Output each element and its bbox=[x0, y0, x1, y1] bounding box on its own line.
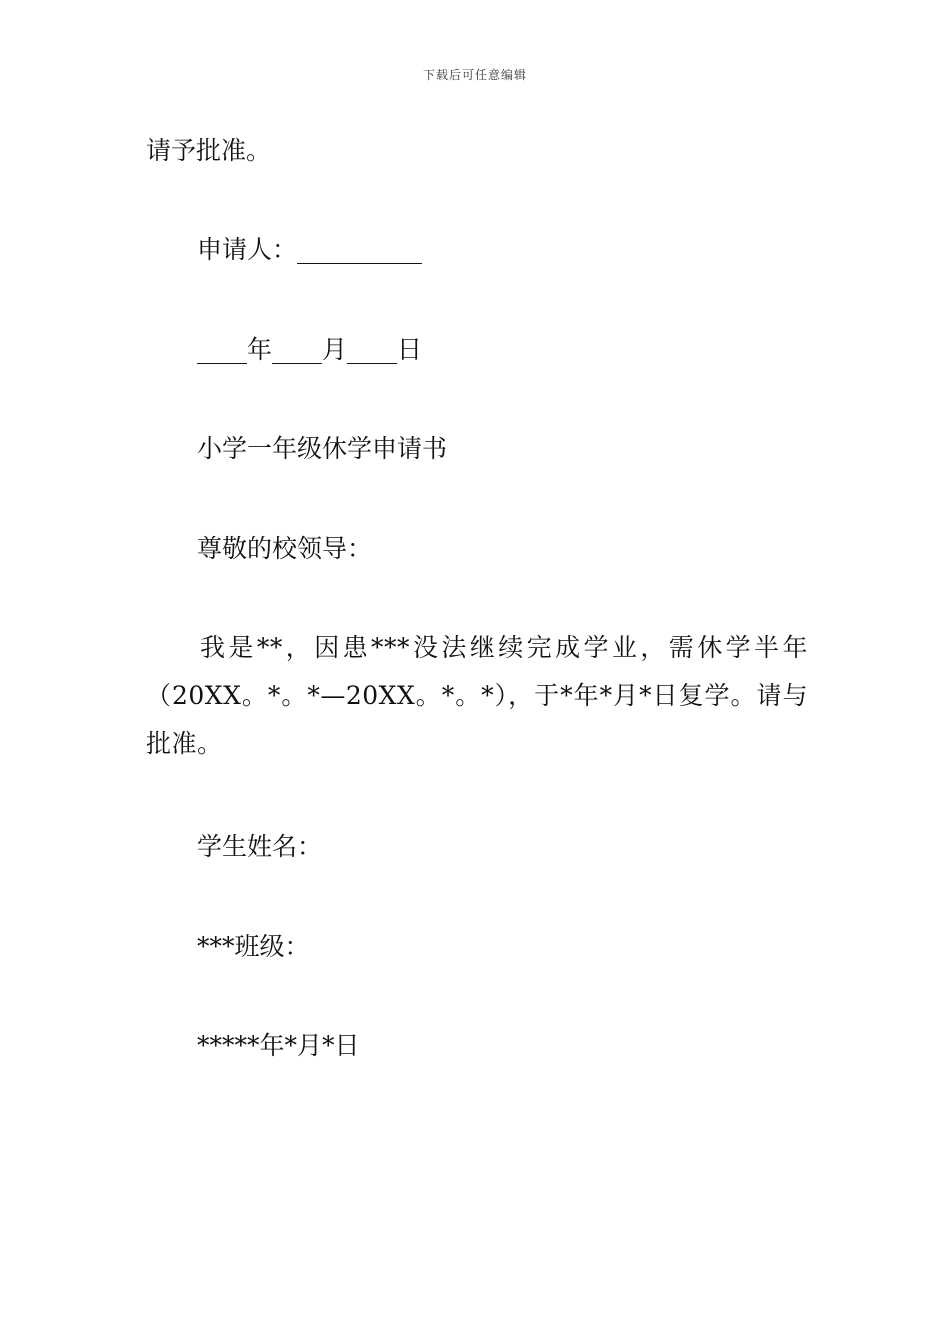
sign-date-line: *****年*月*日 bbox=[197, 1031, 360, 1060]
date-line: ____年____月____日 bbox=[197, 335, 423, 364]
student-name-line: 学生姓名： bbox=[197, 832, 323, 861]
page-header: 下载后可任意编辑 bbox=[422, 68, 527, 82]
approval-line: 请予批准。 bbox=[146, 136, 272, 165]
body-paragraph: 我是**，因患***没法继续完成学业，需休学半年（20XX。*。*—20XX。*。*），于*年*月*日复学。请与批准。 bbox=[146, 633, 808, 758]
document-title: 小学一年级休学申请书 bbox=[197, 434, 448, 463]
salutation: 尊敬的校领导： bbox=[197, 534, 373, 563]
class-line: ***班级： bbox=[197, 932, 310, 961]
applicant-line: 申请人：__________ bbox=[197, 235, 423, 264]
